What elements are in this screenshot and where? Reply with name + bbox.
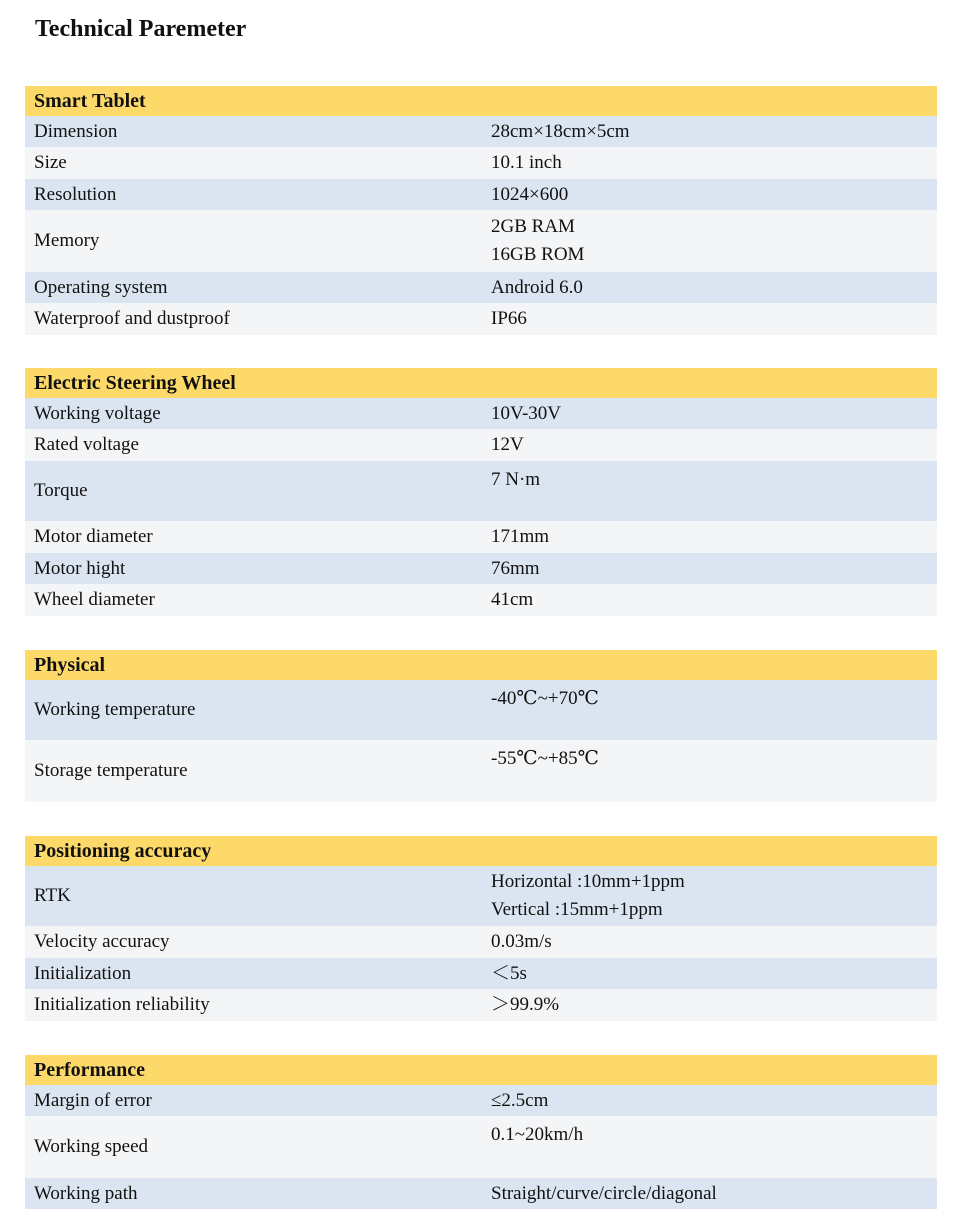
row-label: Motor hight	[34, 557, 126, 579]
table-row	[25, 553, 937, 584]
table-row	[25, 179, 937, 210]
row-value: 76mm	[491, 557, 540, 579]
row-value: 10V-30V	[491, 402, 562, 424]
section-positioning-accuracy	[25, 836, 937, 1021]
row-value: 0.03m/s	[491, 931, 552, 952]
table-row	[25, 584, 937, 616]
table-row	[25, 1085, 937, 1116]
section-header	[25, 650, 937, 680]
row-value: 171mm	[491, 526, 550, 547]
row-value: -55℃~+85℃	[491, 748, 599, 769]
table-row	[25, 866, 937, 926]
row-label: Wheel diameter	[34, 589, 155, 610]
row-value: IP66	[491, 308, 527, 329]
table-row	[25, 210, 937, 272]
row-value: 7 N·m	[491, 469, 541, 490]
row-value: 10.1 inch	[491, 152, 562, 173]
section-header	[25, 86, 937, 116]
page-title: Technical Paremeter	[35, 16, 247, 42]
section-title: Physical	[34, 653, 106, 676]
section-title: Performance	[34, 1058, 146, 1081]
row-value: 2GB RAM	[491, 216, 575, 237]
table-row	[25, 521, 937, 553]
section-header	[25, 368, 937, 398]
row-label: Dimension	[34, 120, 118, 142]
section-title: Smart Tablet	[34, 89, 146, 112]
row-label: Operating system	[34, 276, 168, 298]
section-header	[25, 1055, 937, 1085]
table-row	[25, 680, 937, 740]
row-value: Horizontal :10mm+1ppm	[491, 871, 685, 892]
row-value-secondary: Vertical :15mm+1ppm	[491, 899, 663, 920]
row-label: Initialization	[34, 962, 132, 984]
row-label: Working temperature	[34, 699, 196, 720]
row-label: Initialization reliability	[34, 994, 210, 1015]
table-row	[25, 740, 937, 802]
row-label: RTK	[34, 885, 71, 906]
row-value: ＞99.9%	[491, 994, 560, 1015]
row-value: Straight/curve/circle/diagonal	[491, 1182, 717, 1204]
table-row	[25, 147, 937, 179]
row-label: Working speed	[34, 1136, 149, 1157]
row-label: Storage temperature	[34, 760, 188, 781]
row-value: 0.1~20km/h	[491, 1124, 584, 1145]
table-row	[25, 272, 937, 303]
row-label: Velocity accuracy	[34, 931, 170, 952]
row-value: 28cm×18cm×5cm	[491, 120, 630, 142]
section-header	[25, 836, 937, 866]
section-smart-tablet	[25, 86, 937, 335]
row-value: 41cm	[491, 589, 534, 610]
row-label: Waterproof and dustproof	[34, 308, 230, 329]
table-row	[25, 926, 937, 958]
row-value: 12V	[491, 434, 524, 455]
row-label: Torque	[34, 480, 88, 501]
table-row	[25, 958, 937, 989]
table-row	[25, 303, 937, 335]
row-value: Android 6.0	[491, 276, 583, 298]
row-value: ＜5s	[491, 962, 527, 984]
row-value: 1024×600	[491, 183, 569, 205]
row-value: -40℃~+70℃	[491, 688, 599, 709]
section-title: Electric Steering Wheel	[34, 371, 236, 394]
table-row	[25, 1178, 937, 1209]
section-electric-steering-wheel	[25, 368, 937, 616]
section-title: Positioning accuracy	[34, 839, 212, 862]
row-label: Working voltage	[34, 402, 161, 424]
row-label: Resolution	[34, 183, 117, 205]
row-label: Rated voltage	[34, 434, 139, 455]
table-row	[25, 116, 937, 147]
row-label: Memory	[34, 230, 100, 251]
table-row	[25, 461, 937, 521]
table-row	[25, 1116, 937, 1178]
table-row	[25, 989, 937, 1021]
row-value-secondary: 16GB ROM	[491, 244, 585, 265]
table-row	[25, 398, 937, 429]
row-value: ≤2.5cm	[491, 1089, 549, 1111]
section-physical	[25, 650, 937, 802]
row-label: Size	[34, 152, 67, 173]
row-label: Working path	[34, 1182, 138, 1204]
row-label: Motor diameter	[34, 526, 153, 547]
section-performance	[25, 1055, 937, 1209]
row-label: Margin of error	[34, 1089, 152, 1111]
table-row	[25, 429, 937, 461]
